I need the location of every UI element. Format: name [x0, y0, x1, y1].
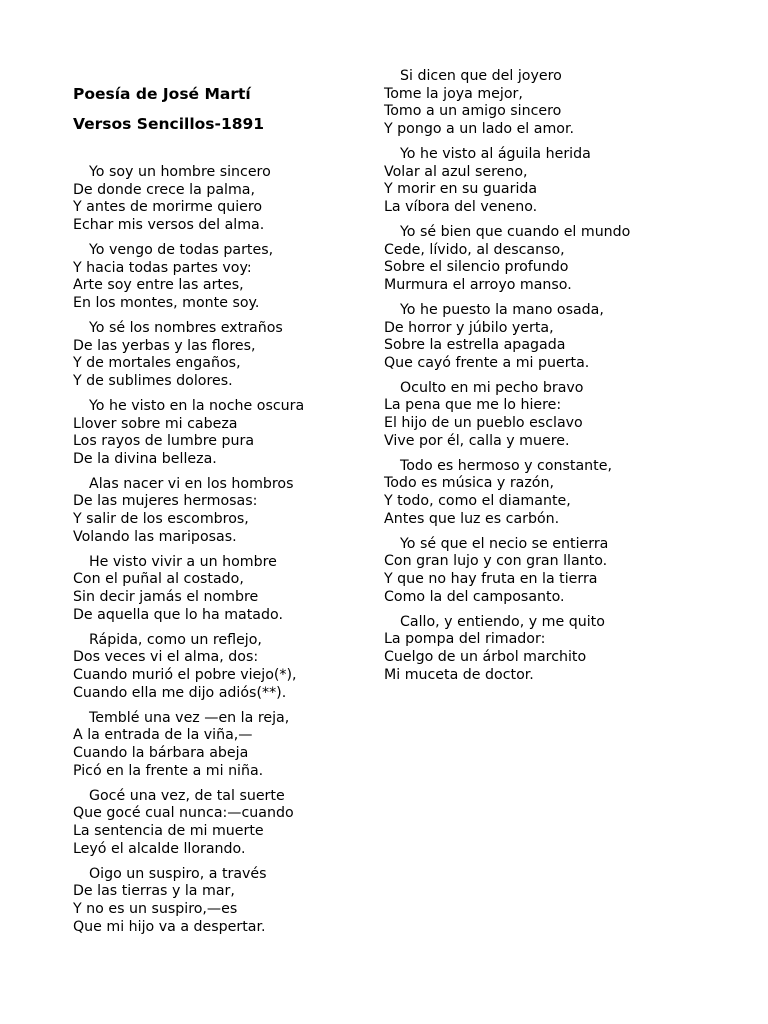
verse-line: Callo, y entiendo, y me quito: [400, 613, 605, 630]
verse-line: Y todo, como el diamante,: [384, 493, 571, 510]
stanza: [73, 866, 373, 936]
verse-line: De las tierras y la mar,: [73, 883, 235, 900]
verse-line: Volando las mariposas.: [73, 528, 237, 545]
verse-line: Volar al azul sereno,: [384, 163, 528, 180]
verse-line: De las mujeres hermosas:: [73, 493, 258, 510]
verse-line: Dos veces vi el alma, dos:: [73, 649, 259, 666]
verse-line: Todo es música y razón,: [384, 475, 554, 492]
verse-line: He visto vivir a un hombre: [89, 553, 277, 570]
verse-line: Y antes de morirme quiero: [73, 199, 263, 216]
verse-line: Oigo un suspiro, a través: [89, 865, 267, 882]
stanza: [73, 476, 373, 546]
verse-line: Picó en la frente a mi niña.: [73, 762, 264, 779]
verse-line: Si dicen que del joyero: [400, 68, 562, 84]
verse-line: Y que no hay fruta en la tierra: [384, 571, 598, 587]
verse-line: Yo vengo de todas partes,: [89, 241, 274, 258]
stanza: [73, 710, 373, 780]
verse-line: De horror y júbilo yerta,: [384, 319, 554, 336]
verse-line: La sentencia de mi muerte: [73, 822, 264, 839]
verse-line: Cuando la bárbara abeja: [73, 744, 249, 761]
verse-line: Con gran lujo y con gran llanto.: [384, 553, 608, 570]
verse-line: Y pongo a un lado el amor.: [384, 120, 574, 137]
verse-line: Que mi hijo va a despertar.: [73, 918, 266, 935]
verse-line: Cuando ella me dijo adiós(**).: [73, 684, 287, 701]
verse-line: Sobre la estrella apagada: [384, 337, 566, 354]
verse-line: Y no es un suspiro,—es: [73, 900, 238, 917]
verse-line: De aquella que lo ha matado.: [73, 606, 283, 623]
verse-line: Mi muceta de doctor.: [384, 666, 534, 683]
verse-line: Sobre el silencio profundo: [384, 259, 569, 276]
verse-line: Y salir de los escombros,: [73, 511, 249, 528]
stanza: [73, 554, 373, 624]
verse-line: Cede, lívido, al descanso,: [384, 241, 565, 258]
stanza: [384, 68, 684, 138]
verse-line: Que gocé cual nunca:—cuando: [73, 805, 294, 822]
stanza: [384, 146, 684, 216]
verse-line: Oculto en mi pecho bravo: [400, 379, 584, 396]
stanza: [384, 536, 684, 606]
verse-line: De las yerbas y las flores,: [73, 337, 256, 354]
verse-line: Tome la joya mejor,: [384, 85, 523, 102]
verse-line: Echar mis versos del alma.: [73, 216, 265, 233]
verse-line: La víbora del veneno.: [384, 198, 538, 215]
verse-line: La pompa del rimador:: [384, 631, 546, 648]
verse-line: A la entrada de la viña,—: [73, 727, 253, 744]
verse-line: De donde crece la palma,: [73, 181, 255, 198]
verse-line: La pena que me lo hiere:: [384, 397, 562, 414]
verse-line: Yo he visto al águila herida: [400, 145, 591, 162]
poem-column-left: [73, 164, 373, 936]
verse-line: Los rayos de lumbre pura: [73, 433, 255, 450]
poem-subtitle: Versos Sencillos-1891: [73, 115, 265, 133]
verse-line: Gocé una vez, de tal suerte: [89, 787, 285, 804]
poem-title: Poesía de José Martí: [73, 85, 251, 103]
stanza: [73, 242, 373, 312]
stanza: [384, 302, 684, 372]
verse-line: Vive por él, calla y muere.: [384, 432, 570, 449]
verse-line: Tomo a un amigo sincero: [384, 103, 562, 120]
verse-line: En los montes, monte soy.: [73, 294, 260, 311]
verse-line: Alas nacer vi en los hombros: [89, 475, 294, 492]
verse-line: Y de sublimes dolores.: [73, 372, 233, 389]
stanza: [73, 788, 373, 858]
verse-line: Yo he visto en la noche oscura: [89, 397, 305, 414]
verse-line: Como la del camposanto.: [384, 588, 565, 605]
verse-line: Yo he puesto la mano osada,: [400, 301, 604, 318]
verse-line: Yo sé que el necio se entierra: [400, 535, 609, 552]
verse-line: Todo es hermoso y constante,: [400, 457, 612, 474]
poem-column-right: [384, 68, 684, 684]
verse-line: Llover sobre mi cabeza: [73, 415, 238, 432]
verse-line: Yo sé bien que cuando el mundo: [400, 223, 631, 240]
stanza: [73, 398, 373, 468]
verse-line: Antes que luz es carbón.: [384, 510, 560, 527]
verse-line: El hijo de un pueblo esclavo: [384, 415, 583, 432]
stanza: [384, 458, 684, 528]
stanza: [73, 632, 373, 702]
stanza: [384, 380, 684, 450]
stanza: [73, 320, 373, 390]
stanza: [384, 614, 684, 684]
verse-line: Y de mortales engaños,: [73, 355, 241, 372]
stanza: [384, 224, 684, 294]
verse-line: Leyó el alcalde llorando.: [73, 840, 246, 857]
verse-line: De la divina belleza.: [73, 450, 217, 467]
verse-line: Sin decir jamás el nombre: [73, 589, 259, 606]
verse-line: Y morir en su guarida: [384, 181, 538, 198]
verse-line: Y hacia todas partes voy:: [73, 259, 252, 276]
verse-line: Cuelgo de un árbol marchito: [384, 648, 587, 665]
verse-line: Con el puñal al costado,: [73, 571, 244, 588]
verse-line: Rápida, como un reflejo,: [89, 631, 262, 648]
verse-line: Temblé una vez —en la reja,: [89, 709, 290, 726]
verse-line: Yo soy un hombre sincero: [89, 164, 271, 180]
verse-line: Arte soy entre las artes,: [73, 277, 244, 294]
verse-line: Yo sé los nombres extraños: [89, 319, 283, 336]
verse-line: Cuando murió el pobre viejo(*),: [73, 667, 297, 683]
verse-line: Murmura el arroyo manso.: [384, 276, 572, 293]
verse-line: Que cayó frente a mi puerta.: [384, 354, 590, 371]
stanza: [73, 164, 373, 234]
